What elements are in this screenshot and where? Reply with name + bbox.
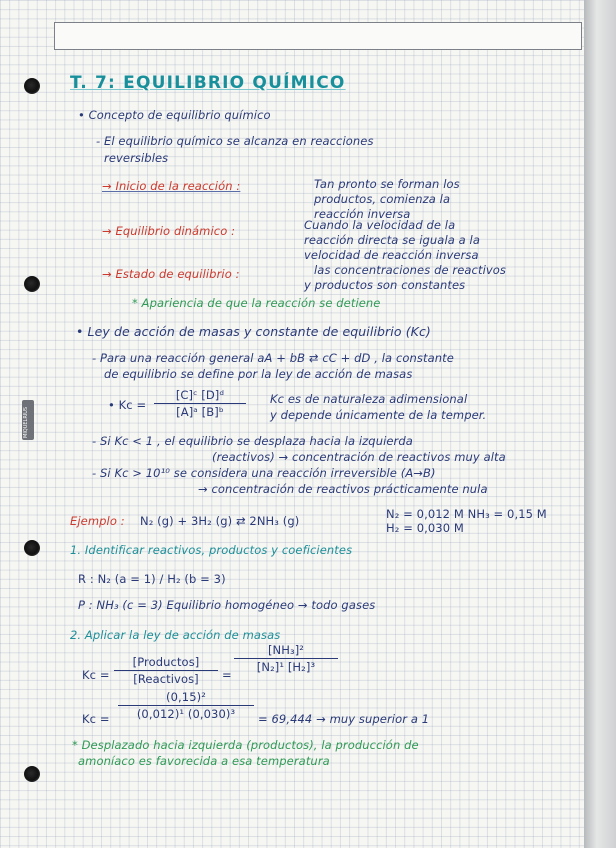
binder-hole	[24, 276, 40, 292]
note-line: Kc es de naturaleza adimensional	[270, 392, 468, 406]
formula-label: • Kc =	[108, 398, 147, 412]
note-line: reacción inversa	[314, 207, 411, 221]
formula-kc-general: [C]ᶜ [D]ᵈ [A]ᵃ [B]ᵇ	[154, 388, 246, 419]
note-label: → Estado de equilibrio :	[102, 267, 240, 281]
section-heading-concept: • Concepto de equilibrio químico	[78, 108, 271, 122]
header-box	[54, 22, 582, 50]
note-line: reacción directa se iguala a la	[304, 233, 480, 247]
note-line: - El equilibrio químico se alcanza en reacciones	[96, 134, 374, 148]
example-label: Ejemplo :	[70, 514, 125, 528]
step-heading: 2. Aplicar la ley de acción de masas	[70, 628, 281, 642]
formula-kc-words: [Productos] [Reactivos]	[114, 655, 218, 686]
step-line: R : N₂ (a = 1) / H₂ (b = 3)	[78, 572, 226, 586]
page-title: T. 7: EQUILIBRIO QUÍMICO	[70, 73, 346, 93]
note-line: Tan pronto se forman los	[314, 177, 460, 191]
step-heading: 1. Identificar reactivos, productos y coeficientes	[70, 543, 353, 557]
note-line: Cuando la velocidad de la	[304, 218, 456, 232]
note-remark: * Apariencia de que la reacción se detiene	[132, 296, 381, 310]
formula-kc-numeric: (0,15)² (0,012)¹ (0,030)³	[118, 690, 254, 721]
section-heading-law: • Ley de acción de masas y constante de equilibrio (Kc)	[76, 324, 431, 339]
binder-hole	[24, 78, 40, 94]
note-line: y productos son constantes	[304, 278, 466, 292]
formula-label: Kc =	[82, 668, 110, 682]
note-line: las concentraciones de reactivos	[314, 263, 507, 277]
note-line: reversibles	[104, 151, 169, 165]
note-line: - Si Kc < 1 , el equilibrio se desplaza hacia la izquierda	[92, 434, 413, 448]
binder-hole	[24, 766, 40, 782]
step-line: P : NH₃ (c = 3) Equilibrio homogéneo → todo gases	[78, 598, 376, 612]
conclusion-line: * Desplazado hacia izquierda (productos), la producción de	[72, 738, 419, 752]
note-line: - Si Kc > 10¹⁰ se considera una reacción irreversible (A→B)	[92, 466, 436, 480]
formula-label: Kc =	[82, 712, 110, 726]
note-line: productos, comienza la	[314, 192, 451, 206]
note-line: - Para una reacción general aA + bB ⇄ cC + dD , la constante	[92, 351, 454, 365]
note-line: (reactivos) → concentración de reactivos muy alta	[212, 450, 506, 464]
equals-sign: =	[222, 668, 232, 682]
note-line: y depende únicamente de la temper.	[270, 408, 487, 422]
example-data: N₂ = 0,012 M NH₃ = 0,15 M	[386, 507, 547, 521]
note-label: → Equilibrio dinámico :	[102, 224, 236, 238]
brand-logo: MIQUELRIUS	[22, 400, 34, 440]
example-equation: N₂ (g) + 3H₂ (g) ⇄ 2NH₃ (g)	[140, 514, 300, 528]
note-line: velocidad de reacción inversa	[304, 248, 479, 262]
page-edge	[584, 0, 616, 848]
note-label: → Inicio de la reacción :	[102, 179, 241, 193]
note-line: de equilibrio se define por la ley de acción de masas	[104, 367, 413, 381]
formula-kc-species: [NH₃]² [N₂]¹ [H₂]³	[234, 643, 338, 674]
example-data: H₂ = 0,030 M	[386, 521, 464, 535]
note-line: → concentración de reactivos prácticamente nula	[198, 482, 488, 496]
result-line: = 69,444 → muy superior a 1	[258, 712, 430, 726]
binder-hole	[24, 540, 40, 556]
conclusion-line: amoníaco es favorecida a esa temperatura	[78, 754, 330, 768]
